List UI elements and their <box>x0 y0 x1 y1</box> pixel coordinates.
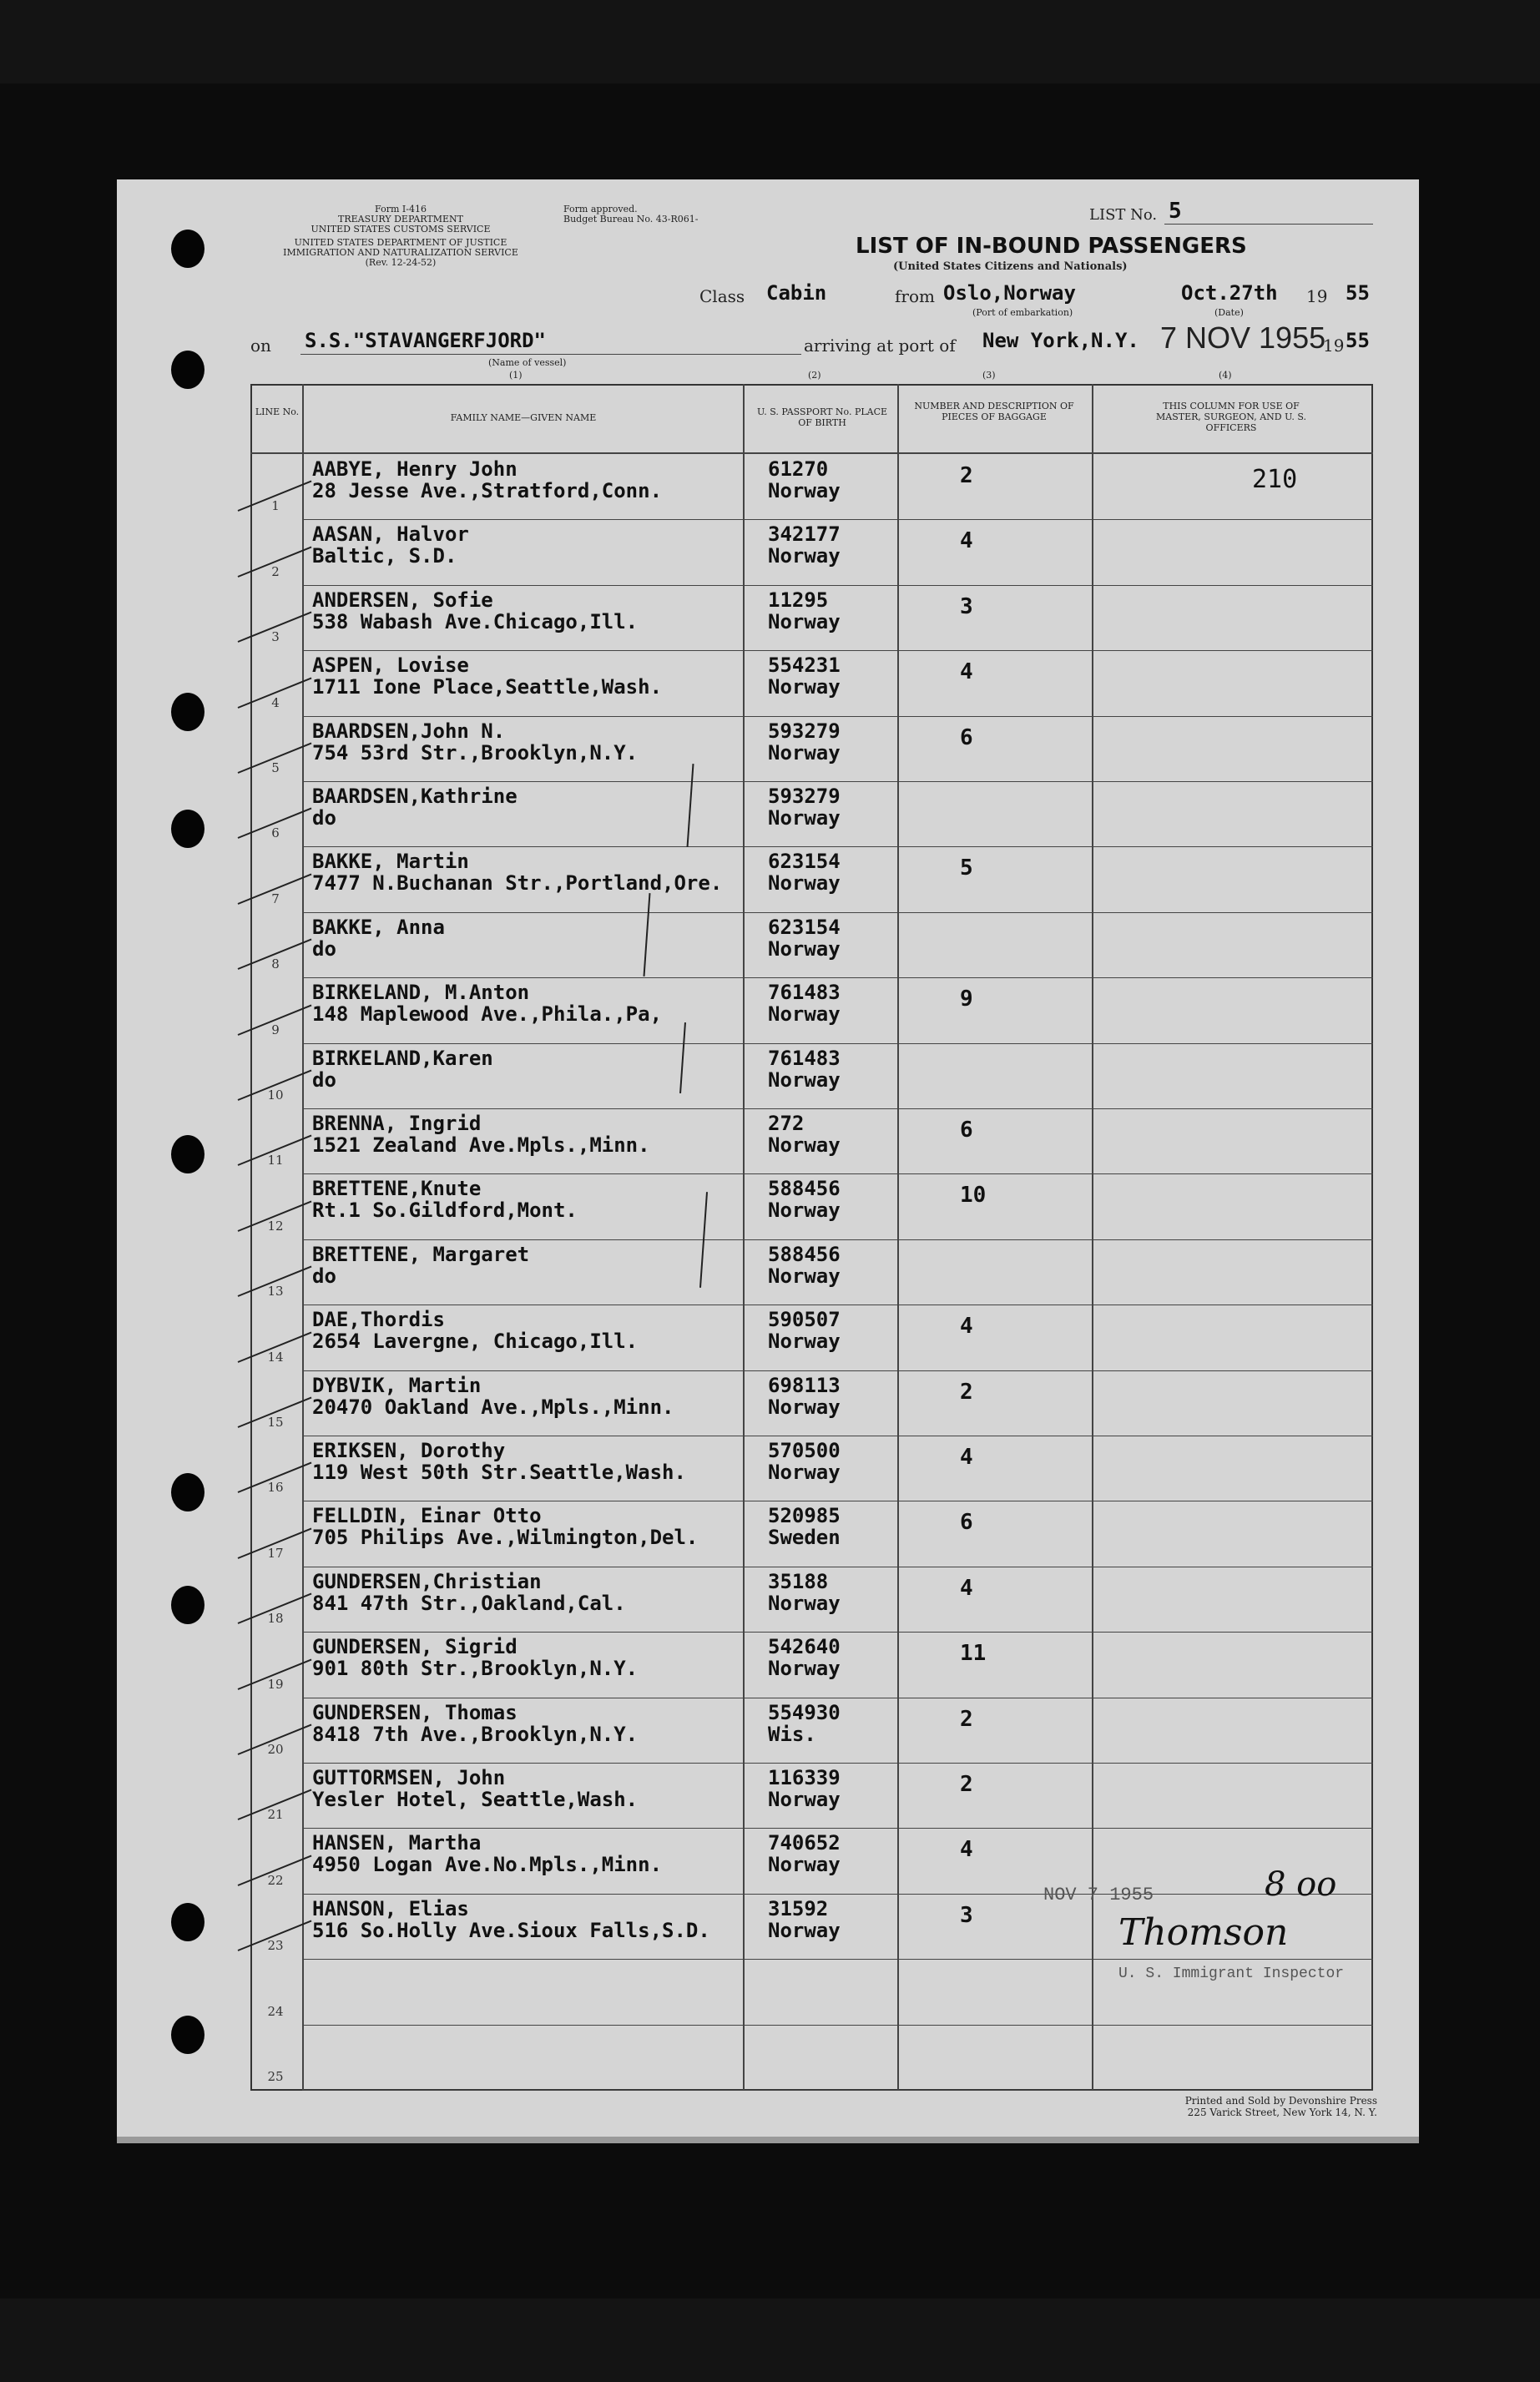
binder-hole <box>171 693 204 731</box>
embarkation-port: Oslo,Norway <box>943 281 1076 305</box>
passenger-name: BAARDSEN,Kathrine <box>312 785 518 808</box>
printer-imprint <box>1131 2095 1377 2118</box>
birthplace: Norway <box>768 479 841 502</box>
passenger-name: ASPEN, Lovise <box>312 654 469 678</box>
film-border-top <box>0 0 1540 83</box>
passenger-name: BAKKE, Martin <box>312 850 469 874</box>
baggage-count: 5 <box>960 855 973 881</box>
col-number: (3) <box>982 370 996 381</box>
arriving-label: arriving at port of <box>804 336 956 356</box>
passport-number: 61270 <box>768 457 829 481</box>
passenger-address: 1711 Ione Place,Seattle,Wash. <box>312 675 663 699</box>
customs-label: UNITED STATES CUSTOMS SERVICE <box>311 224 491 235</box>
passenger-address: 538 Wabash Ave.Chicago,Ill. <box>312 609 639 633</box>
baggage-count: 2 <box>960 1772 973 1797</box>
passenger-name: BIRKELAND,Karen <box>312 1046 493 1070</box>
table-row <box>250 913 1373 978</box>
binder-hole <box>171 810 204 848</box>
baggage-count: 4 <box>960 1575 973 1601</box>
birthplace: Norway <box>768 1067 841 1092</box>
film-border-bottom <box>0 2299 1540 2382</box>
passenger-address: 516 So.Holly Ave.Sioux Falls,S.D. <box>312 1918 710 1942</box>
table-row <box>250 455 1373 520</box>
passenger-address: do <box>312 936 336 961</box>
passport-number: 590507 <box>768 1308 841 1332</box>
class-label: Class <box>699 286 745 306</box>
passenger-address: 148 Maplewood Ave.,Phila.,Pa, <box>312 1002 663 1027</box>
passenger-name: AABYE, Henry John <box>312 457 518 481</box>
departure-date: Oct.27th <box>1181 281 1278 305</box>
table-row <box>250 651 1373 716</box>
table-row <box>250 1371 1373 1436</box>
form-agency-block <box>250 204 551 268</box>
baggage-count: 4 <box>960 528 973 554</box>
line-number: 1 <box>271 498 280 514</box>
binder-hole <box>171 1473 204 1511</box>
birthplace: Norway <box>768 1199 841 1223</box>
passport-number: 623154 <box>768 850 841 874</box>
binder-hole <box>171 2016 204 2054</box>
line-number: 2 <box>271 563 280 579</box>
col-number: (4) <box>1219 370 1232 381</box>
table-row <box>250 1044 1373 1109</box>
from-label: from <box>895 286 935 306</box>
baggage-count: 4 <box>960 1837 973 1863</box>
line-number: 24 <box>267 2003 284 2019</box>
baggage-count: 6 <box>960 1118 973 1143</box>
col-header-baggage: NUMBER AND DESCRIPTION OF PIECES OF BAGGAGE <box>914 401 1074 422</box>
baggage-count: 6 <box>960 1510 973 1536</box>
col-header-passport: U. S. PASSPORT No. PLACE OF BIRTH <box>756 406 888 428</box>
baggage-count: 11 <box>960 1641 987 1667</box>
birthplace: Norway <box>768 1853 841 1877</box>
col-header-officers: THIS COLUMN FOR USE OF MASTER, SURGEON, AND U. S. OFFICERS <box>1155 401 1306 433</box>
passenger-address: 2654 Lavergne, Chicago,Ill. <box>312 1330 639 1354</box>
departure-year: 55 <box>1346 281 1370 305</box>
passport-number: 554930 <box>768 1700 841 1724</box>
passenger-address: 4950 Logan Ave.No.Mpls.,Minn. <box>312 1853 663 1877</box>
birthplace: Norway <box>768 1330 841 1354</box>
col-header-line-no: LINE No. <box>255 406 300 417</box>
date-caption: (Date) <box>1214 307 1244 318</box>
line-number: 7 <box>271 891 280 906</box>
birthplace: Norway <box>768 609 841 633</box>
line-number: 16 <box>267 1480 284 1496</box>
passenger-name: BRETTENE,Knute <box>312 1177 482 1201</box>
binder-hole <box>171 1135 204 1173</box>
inspector-signature: Thomson <box>1118 1911 1289 1954</box>
birthplace: Norway <box>768 1002 841 1027</box>
passport-number: 588456 <box>768 1177 841 1201</box>
passport-number: 588456 <box>768 1242 841 1266</box>
line-number: 21 <box>267 1807 284 1823</box>
passenger-address: 841 47th Str.,Oakland,Cal. <box>312 1591 626 1615</box>
passenger-name: BAARDSEN,John N. <box>312 719 506 743</box>
col-header-name: FAMILY NAME—GIVEN NAME <box>450 412 597 423</box>
baggage-count: 3 <box>960 593 973 619</box>
baggage-count: 3 <box>960 1902 973 1928</box>
arrival-date-stamp: 7 NOV 1955 <box>1160 320 1326 355</box>
arrival-port: New York,N.Y. <box>982 329 1139 352</box>
passport-number: 35188 <box>768 1569 829 1593</box>
passenger-address: do <box>312 1264 336 1288</box>
passenger-address: 1521 Zealand Ave.Mpls.,Minn. <box>312 1133 650 1157</box>
passenger-address: 7477 N.Buchanan Str.,Portland,Ore. <box>312 871 723 896</box>
passenger-name: GUNDERSEN,Christian <box>312 1569 542 1593</box>
form-approval <box>563 204 699 225</box>
arrival-year: 55 <box>1346 329 1370 352</box>
passenger-address: Yesler Hotel, Seattle,Wash. <box>312 1788 639 1811</box>
table-row <box>250 1436 1373 1501</box>
baggage-count: 4 <box>960 659 973 685</box>
baggage-count: 2 <box>960 1706 973 1732</box>
birthplace: Norway <box>768 1918 841 1942</box>
ins-label: IMMIGRATION AND NATURALIZATION SERVICE <box>283 247 518 258</box>
vessel-rule <box>300 354 801 355</box>
birthplace: Norway <box>768 1657 841 1681</box>
passport-number: 554231 <box>768 654 841 678</box>
birthplace: Sweden <box>768 1526 841 1550</box>
birthplace: Norway <box>768 806 841 830</box>
count-annotation: 8 oo <box>1265 1865 1337 1904</box>
baggage-count: 10 <box>960 1183 987 1209</box>
passenger-address: 8418 7th Ave.,Brooklyn,N.Y. <box>312 1722 639 1746</box>
table-row <box>250 847 1373 912</box>
line-number: 8 <box>271 956 280 972</box>
officer-note: 210 <box>1252 465 1298 494</box>
line-number: 17 <box>267 1545 284 1561</box>
on-label: on <box>250 336 271 356</box>
list-number-label: LIST No. <box>1089 206 1158 224</box>
binder-hole <box>171 230 204 268</box>
line-number: 11 <box>267 1153 284 1168</box>
passport-number: 520985 <box>768 1504 841 1528</box>
col-number: (1) <box>509 370 523 381</box>
table-row <box>250 1305 1373 1370</box>
line-number: 13 <box>267 1284 284 1300</box>
passenger-address: 119 West 50th Str.Seattle,Wash. <box>312 1461 686 1484</box>
passenger-name: HANSEN, Martha <box>312 1831 482 1855</box>
baggage-count: 4 <box>960 1445 973 1470</box>
birthplace: Norway <box>768 1461 841 1484</box>
table-row <box>250 586 1373 651</box>
passport-number: 272 <box>768 1112 805 1135</box>
passenger-address: do <box>312 806 336 830</box>
passenger-address: 28 Jesse Ave.,Stratford,Conn. <box>312 479 663 502</box>
birthplace: Wis. <box>768 1722 816 1746</box>
birthplace: Norway <box>768 1788 841 1811</box>
passport-number: 593279 <box>768 785 841 808</box>
passport-number: 31592 <box>768 1896 829 1920</box>
printer-line-1: Printed and Sold by Devonshire Press <box>1184 2095 1377 2107</box>
page-subtitle: (United States Citizens and Nationals) <box>893 260 1128 273</box>
baggage-count: 2 <box>960 463 973 488</box>
printer-line-2: 225 Varick Street, New York 14, N. Y. <box>1187 2107 1377 2118</box>
passport-number: 116339 <box>768 1766 841 1789</box>
table-row <box>250 1633 1373 1698</box>
passport-number: 542640 <box>768 1635 841 1659</box>
line-number: 3 <box>271 629 280 645</box>
passenger-name: BRENNA, Ingrid <box>312 1112 482 1135</box>
col-number: (2) <box>808 370 821 381</box>
birthplace: Norway <box>768 675 841 699</box>
baggage-count: 9 <box>960 987 973 1012</box>
passenger-name: ANDERSEN, Sofie <box>312 588 493 612</box>
birthplace: Norway <box>768 740 841 765</box>
passenger-address: Rt.1 So.Gildford,Mont. <box>312 1199 578 1223</box>
passport-number: 593279 <box>768 719 841 743</box>
table-row <box>250 1567 1373 1633</box>
passenger-address: 901 80th Str.,Brooklyn,N.Y. <box>312 1657 639 1681</box>
birthplace: Norway <box>768 1264 841 1288</box>
passenger-name: ERIKSEN, Dorothy <box>312 1439 506 1462</box>
line-number: 23 <box>267 1938 284 1954</box>
birthplace: Norway <box>768 936 841 961</box>
passenger-name: HANSON, Elias <box>312 1896 469 1920</box>
table-row <box>250 1501 1373 1567</box>
page-edge <box>117 2137 1419 2143</box>
birthplace: Norway <box>768 544 841 568</box>
passport-number: 761483 <box>768 981 841 1005</box>
line-number: 12 <box>267 1218 284 1234</box>
table-row <box>250 1109 1373 1174</box>
birthplace: Norway <box>768 1591 841 1615</box>
passport-number: 698113 <box>768 1373 841 1397</box>
list-number-rule <box>1164 224 1373 225</box>
binder-hole <box>171 351 204 389</box>
line-number: 19 <box>267 1676 284 1692</box>
passenger-address: Baltic, S.D. <box>312 544 457 568</box>
line-number: 4 <box>271 694 280 710</box>
line-number: 22 <box>267 1872 284 1888</box>
arrival-year-prefix: 19 <box>1323 336 1345 356</box>
passenger-name: BAKKE, Anna <box>312 915 445 939</box>
header-rule <box>250 452 1373 454</box>
form-number: Form I-416 <box>375 204 427 214</box>
passport-number: 623154 <box>768 915 841 939</box>
passenger-name: GUTTORMSEN, John <box>312 1766 506 1789</box>
binder-hole <box>171 1586 204 1624</box>
table-row <box>250 2026 1373 2091</box>
passenger-address: 20470 Oakland Ave.,Mpls.,Minn. <box>312 1395 674 1419</box>
baggage-count: 4 <box>960 1314 973 1340</box>
passenger-name: DYBVIK, Martin <box>312 1373 482 1397</box>
form-approved-label: Form approved. <box>563 204 638 214</box>
line-number: 9 <box>271 1022 280 1037</box>
port-caption: (Port of embarkation) <box>972 307 1073 318</box>
line-number: 10 <box>267 1087 284 1103</box>
list-number-value: 5 <box>1169 199 1182 224</box>
line-number: 15 <box>267 1414 284 1430</box>
binder-hole <box>171 1903 204 1941</box>
vessel-caption: (Name of vessel) <box>488 357 567 368</box>
passport-number: 761483 <box>768 1046 841 1070</box>
inspection-stamp-date: NOV 7 1955 <box>1043 1885 1154 1905</box>
passport-number: 11295 <box>768 588 829 612</box>
line-number: 25 <box>267 2068 284 2084</box>
birthplace: Norway <box>768 1395 841 1419</box>
baggage-count: 2 <box>960 1379 973 1405</box>
passport-number: 342177 <box>768 522 841 547</box>
birthplace: Norway <box>768 1133 841 1157</box>
line-number: 20 <box>267 1741 284 1757</box>
justice-label: UNITED STATES DEPARTMENT OF JUSTICE <box>294 237 507 248</box>
row-rule <box>302 2090 1373 2091</box>
line-number: 5 <box>271 760 280 775</box>
table-row <box>250 717 1373 782</box>
table-row <box>250 1240 1373 1305</box>
table-row <box>250 978 1373 1043</box>
passenger-address: 754 53rd Str.,Brooklyn,N.Y. <box>312 740 639 765</box>
treasury-label: TREASURY DEPARTMENT <box>338 214 463 225</box>
table-row <box>250 1698 1373 1764</box>
page-title: LIST OF IN-BOUND PASSENGERS <box>856 234 1247 259</box>
passenger-name: DAE,Thordis <box>312 1308 445 1332</box>
passenger-address: 705 Philips Ave.,Wilmington,Del. <box>312 1526 699 1550</box>
birthplace: Norway <box>768 871 841 896</box>
line-number: 6 <box>271 825 280 841</box>
passenger-name: BIRKELAND, M.Anton <box>312 981 530 1005</box>
passenger-name: GUNDERSEN, Thomas <box>312 1700 518 1724</box>
table-row <box>250 1764 1373 1829</box>
budget-label: Budget Bureau No. 43-R061- <box>563 214 699 225</box>
table-row <box>250 782 1373 847</box>
passenger-name: GUNDERSEN, Sigrid <box>312 1635 518 1659</box>
passenger-address: do <box>312 1067 336 1092</box>
passenger-name: AASAN, Halvor <box>312 522 469 547</box>
vessel-name: S.S."STAVANGERFJORD" <box>305 329 546 352</box>
year-prefix: 19 <box>1306 286 1328 306</box>
line-number: 18 <box>267 1611 284 1627</box>
passport-number: 570500 <box>768 1439 841 1462</box>
baggage-count: 6 <box>960 724 973 750</box>
line-number: 14 <box>267 1349 284 1365</box>
revision-label: (Rev. 12-24-52) <box>365 257 437 268</box>
passport-number: 740652 <box>768 1831 841 1855</box>
table-row <box>250 520 1373 585</box>
table-row <box>250 1174 1373 1239</box>
class-value: Cabin <box>766 281 827 305</box>
inspector-title: U. S. Immigrant Inspector <box>1118 1966 1345 1982</box>
passenger-name: FELLDIN, Einar Otto <box>312 1504 542 1528</box>
table-row <box>250 1829 1373 1894</box>
passenger-name: BRETTENE, Margaret <box>312 1242 530 1266</box>
